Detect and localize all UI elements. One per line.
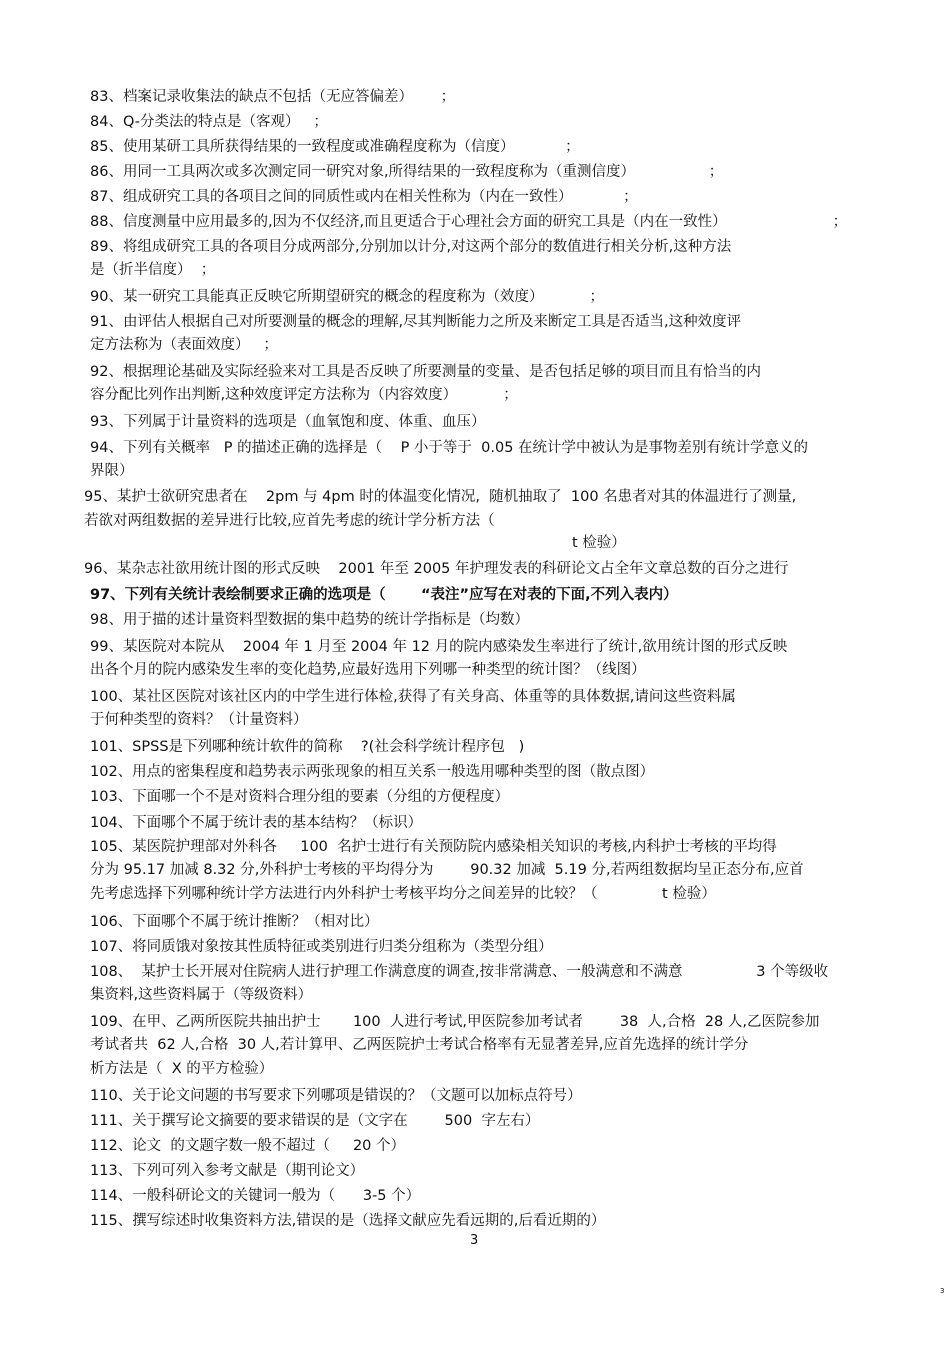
question-line: 86、用同一工具两次或多次测定同一研究对象,所得结果的一致程度称为（重测信度） ； [90,164,724,180]
question-line: 89、将组成研究工具的各项目分成两部分,分别加以计分,对这两个部分的数值进行相关分析,这种方法 [90,239,732,255]
question-line: 85、使用某研工具所获得结果的一致程度或准确程度称为（信度） ； [90,139,580,155]
question-line: 析方法是（ X 的平方检验） [90,1061,274,1077]
question-line: 103、下面哪一个不是对资料合理分组的要素（分组的方便程度） [90,789,510,805]
question-line: 114、一般科研论文的关键词一般为（ 3-5 个） [90,1188,421,1204]
question-line: 99、某医院对本院从 2004 年 1 月至 2004 年 12 月的院内感染发生率进行了统计,欲用统计图的形式反映 [90,639,788,655]
page-number: 3 [470,1233,479,1248]
question-line: 95、某护士欲研究患者在 2pm 与 4pm 时的体温变化情况, 随机抽取了 100 名患者对其的体温进行了测量, [84,489,797,505]
question-line: 94、下列有关概率 P 的描述正确的选择是（ P 小于等于 0.05 在统计学中被认为是事物差别有统计学意义的 [90,440,809,456]
question-line: 106、下面哪个不属于统计推断？（相对比） [90,914,379,930]
question-line: 是（折半信度） ； [90,262,216,278]
question-line: 101、SPSS是下列哪种统计软件的简称 ?(社会科学统计程序包 ) [90,739,525,755]
question-line: 出各个月的院内感染发生率的变化趋势,应最好选用下列哪一种类型的统计图？（线图） [90,662,646,678]
question-line: 111、关于撰写论文摘要的要求错误的是（文字在 500 字左右） [90,1113,540,1129]
question-line: 界限） [90,463,134,479]
question-line: 90、某一研究工具能真正反映它所期望研究的概念的程度称为（效度） ； [90,289,605,305]
question-line: 107、将同质饿对象按其性质特征或类别进行归类分组称为（类型分组） [90,939,553,955]
question-line: 分为 95.17 加减 8.32 分,外科护士考核的平均得分为 90.32 加减 5.19 分,若两组数据均呈正态分布,应首 [90,862,804,878]
question-line: 92、根据理论基础及实际经验来对工具是否反映了所要测量的变量、是否包括足够的项目而且有恰当的内 [90,364,761,380]
question-line: 113、下列可列入参考文献是（期刊论文） [90,1163,365,1179]
question-line: 定方法称为（表面效度） ； [90,337,278,353]
question-line: 先考虑选择下列哪种统计学方法进行内外科护士考核平均分之间差异的比较？（ t 检验） [90,886,716,902]
question-line: 84、Q-分类法的特点是（客观） ； [90,114,328,130]
question-line: 109、在甲、乙两所医院共抽出护士 100 人进行考试,甲医院参加考试者 38 人,合格 28 人,乙医院参加 [90,1014,820,1030]
question-line: 91、由评估人根据自己对所要测量的概念的理解,尽其判断能力之所及来断定工具是否适当,这种效度评 [90,314,742,330]
question-line: 102、用点的密集程度和趋势表示两张现象的相互关系一般选用哪种类型的图（散点图） [90,764,655,780]
question-line: 110、关于论文问题的书写要求下列哪项是错误的？（文题可以加标点符号） [90,1088,582,1104]
question-line: 88、信度测量中应用最多的,因为不仅经济,而且更适合于心理社会方面的研究工具是（内在一致性） ； [90,214,848,230]
question-line: 容分配比列作出判断,这种效度评定方法称为（内容效度） ； [90,387,518,403]
question-line: 93、下列属于计量资料的选项是（血氧饱和度、体重、血压） [90,414,486,430]
question-line: 97、下列有关统计表绘制要求正确的选项是（ “表注”应写在对表的下面,不列入表内） [90,587,678,603]
question-line: 98、用于描的述计量资料型数据的集中趋势的统计学指标是（均数） [90,612,529,628]
question-line: 于何种类型的资料？（计量资料） [90,712,308,728]
corner-page-mark: 3 [940,1287,945,1295]
question-line: 集资料,这些资料属于（等级资料） [90,987,313,1003]
question-line: 115、撰写综述时收集资料方法,错误的是（选择文献应先看远期的,后看近期的） [90,1213,606,1229]
question-line: 100、某社区医院对该社区内的中学生进行体检,获得了有关身高、体重等的具体数据,请问这些资料属 [90,689,736,705]
question-line: 112、论文 的文题字数一般不超过（ 20 个） [90,1138,405,1154]
question-line: 105、某医院护理部对外科各 100 名护士进行有关预防院内感染相关知识的考核,内科护士考核的平均得 [90,839,777,855]
question-line: 87、组成研究工具的各项目之间的同质性或内在相关性称为（内在一致性） ； [90,189,638,205]
question-line: 若欲对两组数据的差异进行比较,应首先考虑的统计学分析方法（ [84,513,495,529]
question-line: 96、某杂志社欲用统计图的形式反映 2001 年至 2005 年护理发表的科研论文占全年文章总数的百分之进行 [84,561,789,577]
question-line: 83、档案记录收集法的缺点不包括（无应答偏差） ； [90,89,456,105]
question-line: 104、下面哪个不属于统计表的基本结构？（标识） [90,815,423,831]
question-line: 考试者共 62 人,合格 30 人,若计算甲、乙两医院护士考试合格率有无显著差异,应首先选择的统计学分 [90,1037,749,1053]
question-line: t 检验） [572,535,626,551]
question-line: 108、 某护士长开展对住院病人进行护理工作满意度的调查,按非常满意、一般满意和不满意 3 个等级收 [90,964,829,980]
